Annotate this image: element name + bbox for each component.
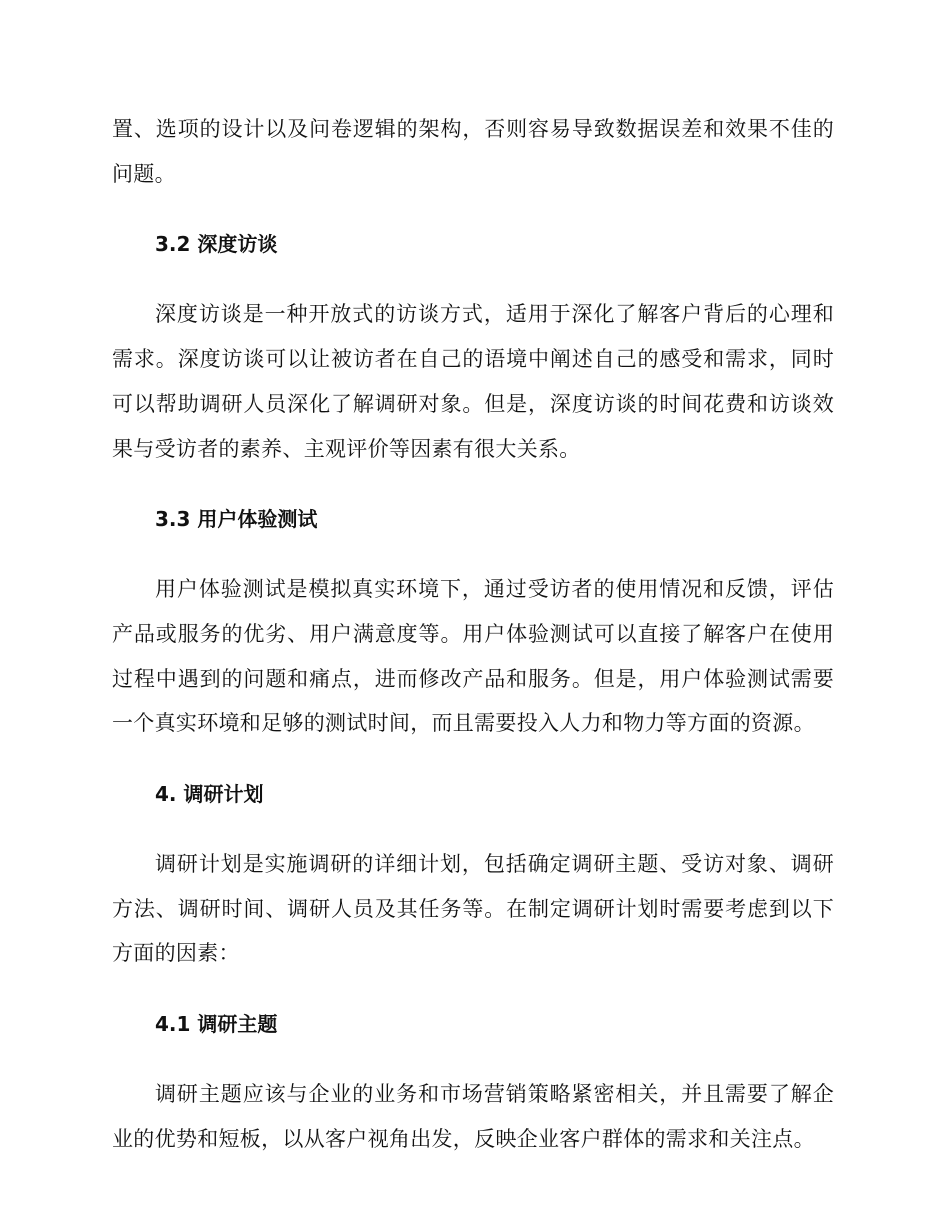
paragraph-continuation: 置、选项的设计以及问卷逻辑的架构，否则容易导致数据误差和效果不佳的问题。: [112, 117, 834, 186]
paragraph-research-plan: 调研计划是实施调研的详细计划，包括确定调研主题、受访对象、调研方法、调研时间、调研人员及其任务等。在制定调研计划时需要考虑到以下方面的因素：: [112, 852, 834, 966]
section-heading-4-1: 4.1 调研主题: [155, 1012, 278, 1037]
paragraph-research-topic: 调研主题应该与企业的业务和市场营销策略紧密相关，并且需要了解企业的优势和短板，以从客户视角出发，反映企业客户群体的需求和关注点。: [112, 1082, 834, 1151]
document-page: [112, 107, 834, 1162]
section-heading-3-3: 3.3 用户体验测试: [155, 507, 318, 532]
paragraph-in-depth-interview: 深度访谈是一种开放式的访谈方式，适用于深化了解客户背后的心理和需求。深度访谈可以让被访者在自己的语境中阐述自己的感受和需求，同时可以帮助调研人员深化了解调研对象。但是，深度访谈的时间花费和访谈效果与受访者的素养、主观评价等因素有很大关系。: [112, 302, 834, 461]
section-heading-3-2: 3.2 深度访谈: [155, 232, 278, 257]
paragraph-user-experience-test: 用户体验测试是模拟真实环境下，通过受访者的使用情况和反馈，评估产品或服务的优劣、用户满意度等。用户体验测试可以直接了解客户在使用过程中遇到的问题和痛点，进而修改产品和服务。但是，用户体验测试需要一个真实环境和足够的测试时间，而且需要投入人力和物力等方面的资源。: [112, 577, 834, 736]
section-heading-4: 4. 调研计划: [155, 782, 264, 807]
